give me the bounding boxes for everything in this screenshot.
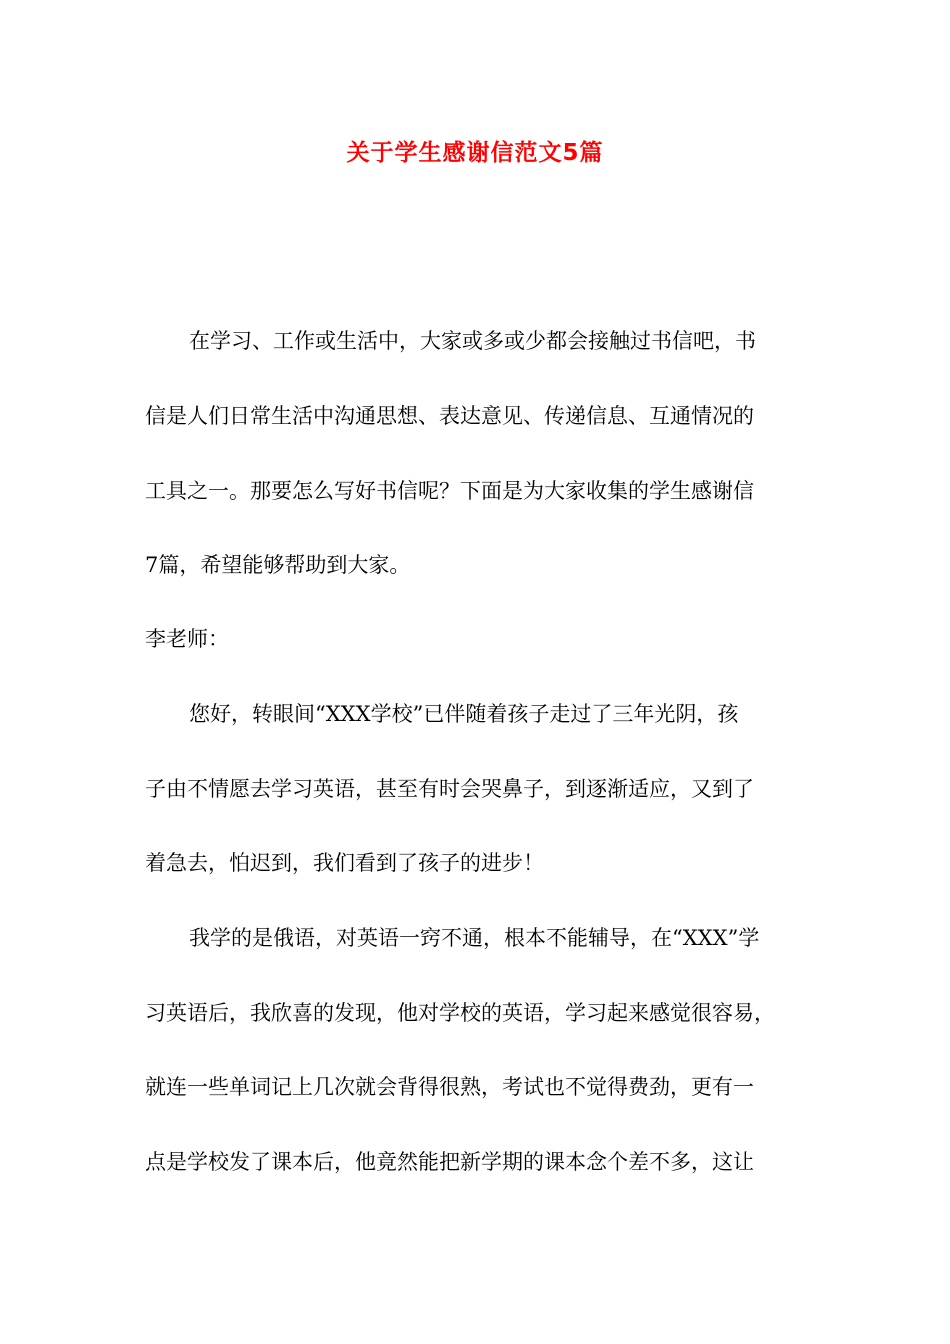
paragraph-line: 信是人们日常生活中沟通思想、表达意见、传递信息、互通情况的 — [145, 404, 754, 428]
salutation-line: 李老师： — [145, 627, 229, 651]
paragraph-line: 着急去，怕迟到，我们看到了孩子的进步！ — [145, 851, 544, 875]
paragraph-line: 7篇，希望能够帮助到大家。 — [145, 553, 411, 577]
paragraph-line: 工具之一。那要怎么写好书信呢？下面是为大家收集的学生感谢信 — [145, 479, 754, 503]
paragraph-line: 习英语后，我欣喜的发现，他对学校的英语，学习起来感觉很容易， — [145, 1001, 775, 1025]
paragraph-line: 在学习、工作或生活中，大家或多或少都会接触过书信吧，书 — [189, 329, 756, 353]
paragraph-line: 就连一些单词记上几次就会背得很熟，考试也不觉得费劲，更有一 — [145, 1075, 754, 1099]
paragraph-line: 子由不情愿去学习英语，甚至有时会哭鼻子，到逐渐适应，又到了 — [145, 777, 754, 801]
paragraph-line: 您好，转眼间“XXX学校”已伴随着孩子走过了三年光阴，孩 — [189, 702, 739, 726]
paragraph-line: 点是学校发了课本后，他竟然能把新学期的课本念个差不多，这让 — [145, 1150, 754, 1174]
paragraph-line: 我学的是俄语，对英语一窍不通，根本不能辅导，在“XXX”学 — [189, 926, 760, 950]
document-title: 关于学生感谢信范文5篇 — [346, 140, 604, 166]
